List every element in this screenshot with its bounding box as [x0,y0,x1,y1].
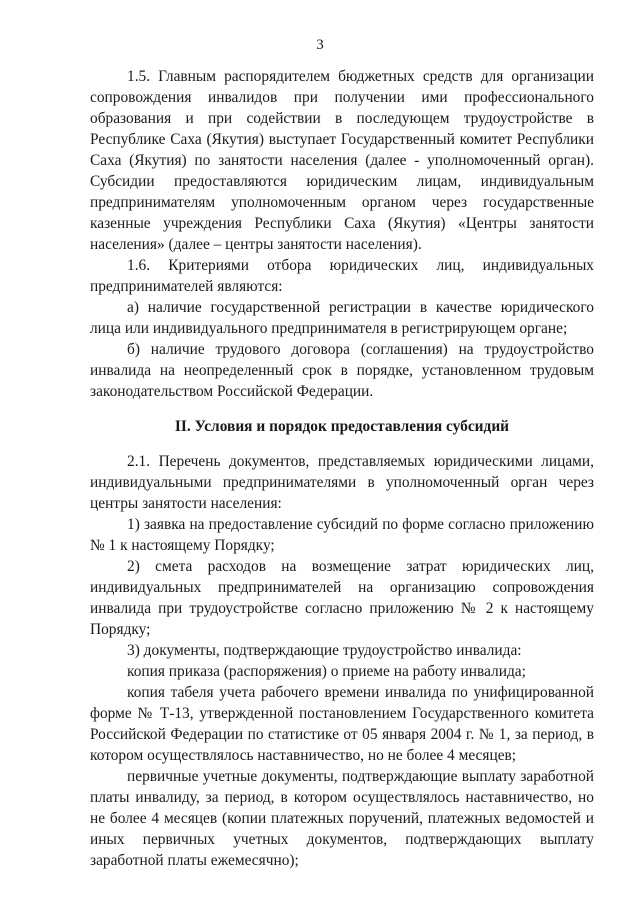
list-item-1: 1) заявка на предоставление субсидий по форме согласно приложению № 1 к настоящему Порядку; [90,516,594,554]
sub-item-payroll-documents: первичные учетные документы, подтверждающие выплату заработной платы инвалиду, за период, в котором осуществлялось наставничество, но не более 4 месяцев (копии платежных поручений, платежных ведомостей и иных первичных учетных документов, подтверждающих выплату заработной платы ежемесячно); [90,768,594,869]
list-item-2: 2) смета расходов на возмещение затрат юридических лиц, индивидуальных предпринимателей на организацию сопровождения инвалида при трудоустройстве согласно приложению № 2 к настоящему Порядку; [90,558,594,638]
sub-item-order-copy: копия приказа (распоряжения) о приеме на работу инвалида; [127,663,526,680]
document-body [90,66,594,871]
paragraph-2-1: 2.1. Перечень документов, представляемых юридическими лицами, индивидуальными предпринимателями в уполномоченный орган через центры занятости населения: [90,453,594,512]
paragraph-criterion-a: а) наличие государственной регистрации в качестве юридического лица или индивидуального предпринимателя в регистрирующем органе; [90,299,594,337]
paragraph-criterion-b: б) наличие трудового договора (соглашения) на трудоустройство инвалида на неопределенный срок в порядке, установленном трудовым законодательством Российской Федерации. [90,341,594,400]
page-number: 3 [316,37,324,53]
paragraph-1-5: 1.5. Главным распорядителем бюджетных средств для организации сопровождения инвалидов при получении ими профессионального образования и при содействии в последующем трудоустройстве в Республике Саха (Якутия) выступает Государственный комитет Республики Саха (Якутия) по занятости населения (далее - уполномоченный орган). Субсидии предоставляются юридическим лицам, индивидуальным предпринимателям уполномоченным органом через государственные казенные учреждения Республики Саха (Якутия) «Центры занятости населения» (далее – центры занятости населения). [90,68,594,253]
section-heading: II. Условия и порядок предоставления субсидий [174,418,510,435]
paragraph-1-6: 1.6. Критериями отбора юридических лиц, индивидуальных предпринимателей являются: [90,257,594,295]
sub-item-timesheet-copy: копия табеля учета рабочего времени инвалида по унифицированной форме № Т-13, утвержденной постановлением Государственного комитета Российской Федерации по статистике от 05 января 2004 г. № 1, за период, в котором осуществлялось наставничество, но не более 4 месяцев; [90,684,594,764]
list-item-3: 3) документы, подтверждающие трудоустройство инвалида: [127,642,522,659]
